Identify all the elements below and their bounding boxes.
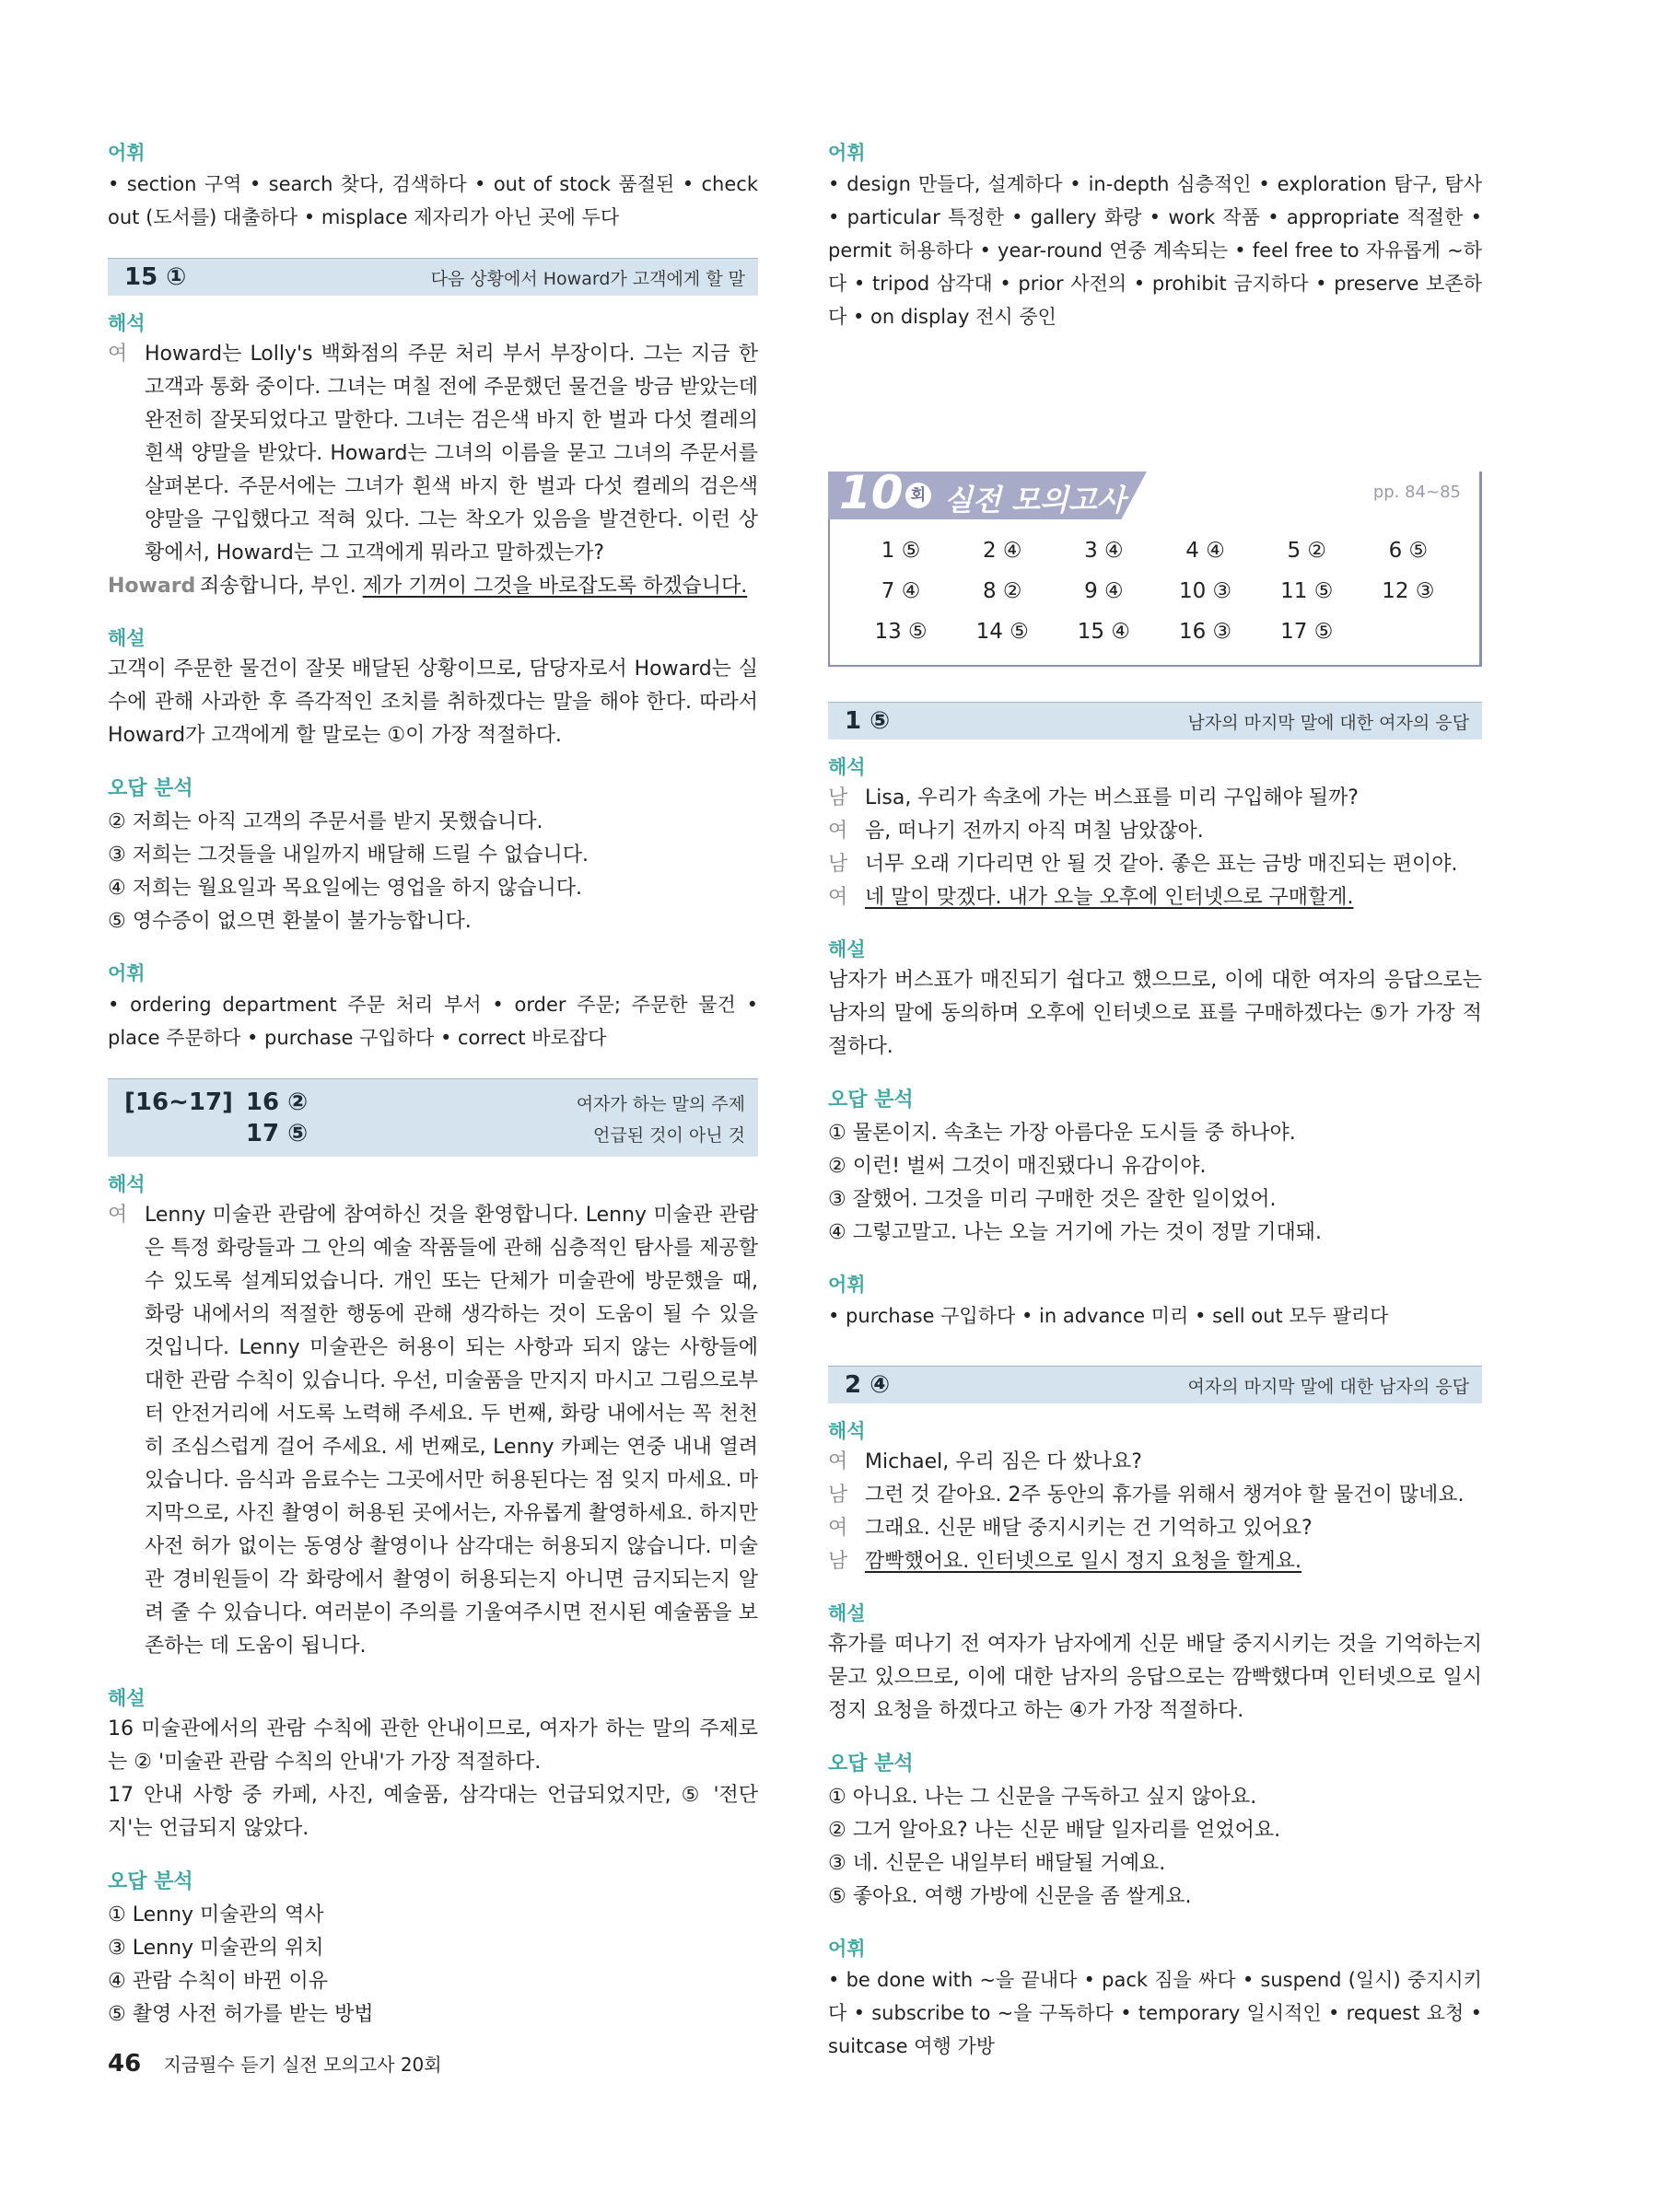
answer-item: 14 ⑤ <box>975 620 1029 644</box>
wrong-answer-item: ① 물론이지. 속초는 가장 아름다운 도시들 중 하나야. <box>828 1122 1296 1145</box>
speaker-label: 여 <box>828 886 848 909</box>
wrong-answer-item: ⑤ 촬영 사전 허가를 받는 방법 <box>108 2003 374 2026</box>
speaker-label: Howard <box>108 575 196 598</box>
page-footer <box>108 2050 442 2078</box>
q2-wrong-answers <box>828 1748 1482 1914</box>
q2-translation <box>828 1416 1482 1578</box>
vocab-section-top-left <box>108 138 758 234</box>
question-range: [16~17] <box>124 1089 233 1116</box>
haeseol-label: 해설 <box>828 1602 866 1624</box>
explanation-text: 16 미술관에서의 관람 수칙에 관한 안내이므로, 여자가 하는 말의 주제로는 ② '미술관 관람 수칙의 안내'가 가장 적절하다. <box>108 1717 758 1774</box>
explanation-text: 고객이 주문한 물건이 잘못 배달된 상황이므로, 담당자로서 Howard는 실수에 관해 사과한 후 즉각적인 조치를 취하겠다는 말을 해야 한다. 따라서 Howard가 고객에게 할 말로는 ①이 가장 적절하다. <box>108 658 758 747</box>
dialogue-line <box>828 1479 1482 1512</box>
vocab-label: 어휘 <box>108 142 146 164</box>
answer-item: 12 ③ <box>1382 579 1435 603</box>
dialogue-line <box>828 1545 1482 1578</box>
question-number: 17 ⑤ <box>245 1120 309 1147</box>
question-topic: 남자의 마지막 말에 대한 여자의 응답 <box>1187 712 1469 733</box>
question-number: 16 ② <box>245 1089 309 1116</box>
question-15-header <box>108 258 758 296</box>
answer-item: 17 ⑤ <box>1280 620 1334 644</box>
q15-translation <box>108 309 758 603</box>
answer-item: 13 ⑤ <box>874 620 928 644</box>
passage-text: Howard는 Lolly's 백화점의 주문 처리 부서 부장이다. 그는 지금 한 고객과 통화 중이다. 그녀는 며칠 전에 주문했던 물건을 방금 받았는데 완전히 잘못되었다고 말한다. 그녀는 검은색 바지 한 벌과 다섯 켤레의 흰색 양말을 받았다. Howard는 그녀의 이름을 묻고 그녀의 주문서를 살펴본다. 주문서에는 그녀가 흰색 바지 한 벌과 다섯 켤레의 검은색 양말을 구입했다고 적혀 있다. 그는 착오가 있음을 발견한다. 이런 상황에서, Howard는 그 고객에게 뭐라고 말하겠는가? <box>145 343 758 565</box>
q1-vocab <box>828 1270 1482 1333</box>
q1-translation <box>828 752 1482 914</box>
answer-key-title: 실전 모의고사 <box>944 483 1126 518</box>
answer-item: 7 ④ <box>881 579 921 603</box>
passage-text: Lenny 미술관 관람에 참여하신 것을 환영합니다. Lenny 미술관 관람은 특정 화랑들과 그 안의 예술 작품들에 관해 심층적인 탐사를 제공할 수 있도록 설계되었습니다. 개인 또는 단체가 미술관에 방문했을 때, 화랑 내에서의 적절한 행동에 관해 생각하는 것이 도움이 될 수 있을 것입니다. Lenny 미술관은 허용이 되는 사항과 되지 않는 사항들에 대한 관람 수칙이 있습니다. 우선, 미술품을 만지지 마시고 그림으로부터 안전거리에 서도록 노력해 주세요. 두 번째, 화랑 내에서는 꼭 천천히 조심스럽게 걸어 주세요. 세 번째로, Lenny 카페는 연중 내내 열려 있습니다. 음식과 음료수는 그곳에서만 허용된다는 점 잊지 마세요. 마지막으로, 사진 촬영이 허용된 곳에서는, 자유롭게 촬영하세요. 하지만 사전 허가 없이는 동영상 촬영이나 삼각대는 허용되지 않습니다. 미술관 경비원들이 각 화랑에서 촬영이 허용되는지 아니면 금지되는지 알려 줄 수 있습니다. 여러분이 주의를 기울여주시면 전시된 예술품을 보존하는 데 도움이 됩니다. <box>145 1204 758 1658</box>
wrong-answer-item: ② 이런! 벌써 그것이 매진됐다니 유감이야. <box>828 1155 1207 1178</box>
q15-wrong-answers <box>108 773 758 938</box>
dialogue-text: Michael, 우리 짐은 다 쌌나요? <box>865 1450 1142 1473</box>
dialogue-line <box>828 848 1482 881</box>
speaker-label: 남 <box>828 786 848 809</box>
q16-explanation <box>108 1683 758 1845</box>
speaker-label: 남 <box>828 1484 848 1507</box>
vocab-section-top-right <box>828 138 1482 333</box>
answer-item: 10 ③ <box>1178 579 1232 603</box>
odap-label: 오답 분석 <box>828 1089 914 1112</box>
wrong-answer-item: ③ 네. 신문은 내일부터 배달될 거예요. <box>828 1852 1166 1875</box>
question-number: 2 ④ <box>845 1371 891 1399</box>
vocab-text: • be done with ~을 끝내다 • pack 짐을 싸다 • suspend (일시) 중지시키다 • subscribe to ~을 구독하다 • temporary 일시적인 • request 요청 • suitcase 여행 가방 <box>828 1969 1482 2057</box>
dialogue-text: 그런 것 같아요. 2주 동안의 휴가를 위해서 챙겨야 할 물건이 많네요. <box>865 1484 1465 1507</box>
question-topic: 여자의 마지막 말에 대한 남자의 응답 <box>1187 1376 1469 1397</box>
haeseok-label: 해석 <box>108 312 146 334</box>
question-topic: 언급된 것이 아닌 것 <box>593 1124 745 1146</box>
passage-line <box>108 1199 758 1663</box>
wrong-answer-item: ② 저희는 아직 고객의 주문서를 받지 못했습니다. <box>108 810 543 833</box>
dialogue-line <box>828 881 1482 914</box>
wrong-answer-item: ③ 저희는 그것들을 내일까지 배달해 드릴 수 없습니다. <box>108 844 589 867</box>
vocab-text: • ordering department 주문 처리 부서 • order 주문; 주문한 물건 • place 주문하다 • purchase 구입하다 • correct 바로잡다 <box>108 994 758 1049</box>
dialogue-line <box>828 815 1482 848</box>
q16-wrong-answers <box>108 1866 758 2032</box>
wrong-answer-item: ④ 그렇고말고. 나는 오늘 거기에 가는 것이 정말 기대돼. <box>828 1221 1322 1244</box>
page-range: pp. 84~85 <box>1372 483 1461 502</box>
speaker-label: 여 <box>828 1450 848 1473</box>
page-number: 46 <box>108 2050 142 2078</box>
haeseok-label: 해석 <box>108 1173 146 1195</box>
answer-item: 9 ④ <box>1084 579 1124 603</box>
dialogue-text: Lisa, 우리가 속초에 가는 버스표를 미리 구입해야 될까? <box>865 786 1359 809</box>
vocab-label: 어휘 <box>828 1938 866 1960</box>
vocab-text: • section 구역 • search 찾다, 검색하다 • out of stock 품절된 • check out (도서를) 대출하다 • misplace 제자리가 아닌 곳에 두다 <box>108 173 758 228</box>
question-number: 15 ① <box>124 263 187 291</box>
wrong-answer-item: ② 그거 알아요? 나는 신문 배달 일자리를 얻었어요. <box>828 1819 1281 1842</box>
wrong-answer-item: ④ 관람 수칙이 바뀐 이유 <box>108 1970 328 1993</box>
left-column <box>108 138 758 2032</box>
vocab-text: • design 만들다, 설계하다 • in-depth 심층적인 • exploration 탐구, 탐사 • particular 특정한 • gallery 화랑 • work 작품 • appropriate 적절한 • permit 허용하다 • year-round 연중 계속되는 • feel free to 자유롭게 ~하다 • tripod 삼각대 • prior 사전의 • prohibit 금지하다 • preserve 보존하다 • on display 전시 중인 <box>828 173 1482 328</box>
answer-line <box>108 570 758 603</box>
answer-item: 5 ② <box>1287 539 1327 563</box>
question-16-17-header <box>108 1078 758 1157</box>
answer-item: 16 ③ <box>1178 620 1232 644</box>
wrong-answer-item: ⑤ 영수증이 없으면 환불이 불가능합니다. <box>108 910 472 933</box>
answer-item: 11 ⑤ <box>1280 579 1334 603</box>
dialogue-line <box>828 1446 1482 1479</box>
wrong-answer-item: ① Lenny 미술관의 역사 <box>108 1903 324 1927</box>
odap-label: 오답 분석 <box>108 777 193 800</box>
odap-label: 오답 분석 <box>108 1870 193 1893</box>
question-number: 1 ⑤ <box>845 707 891 735</box>
answer-item: 8 ② <box>982 579 1022 603</box>
speaker-label: 여 <box>108 343 128 366</box>
answer-item: 15 ④ <box>1077 620 1130 644</box>
answer-item: 1 ⑤ <box>881 539 921 563</box>
answer-key-box <box>828 466 1482 667</box>
speaker-label: 여 <box>828 1517 848 1540</box>
answer-item: 2 ④ <box>982 539 1022 563</box>
wrong-answer-item: ④ 저희는 월요일과 목요일에는 영업을 하지 않습니다. <box>108 877 582 900</box>
haeseol-label: 해설 <box>828 938 866 960</box>
speaker-label: 여 <box>828 820 848 843</box>
answer-underlined: 제가 기꺼이 그것을 바로잡도록 하겠습니다. <box>362 575 748 598</box>
dialogue-text: 그래요. 신문 배달 중지시키는 건 기억하고 있어요? <box>865 1517 1313 1540</box>
explanation-text: 17 안내 사항 중 카페, 사진, 예술품, 삼각대는 언급되었지만, ⑤ '전단지'는 언급되지 않았다. <box>108 1784 759 1840</box>
q15-vocab <box>108 959 758 1054</box>
round-number: 10 <box>839 466 904 519</box>
answer-item: 6 ⑤ <box>1388 539 1429 563</box>
q16-translation <box>108 1170 758 1663</box>
speaker-label: 여 <box>108 1204 128 1227</box>
vocab-label: 어휘 <box>108 962 146 984</box>
q15-explanation <box>108 623 758 752</box>
answer-key-header <box>830 466 1479 519</box>
q1-explanation <box>828 935 1482 1064</box>
q2-explanation <box>828 1599 1482 1728</box>
answer-prefix: 죄송합니다, 부인. <box>200 575 363 598</box>
explanation-text: 휴가를 떠나기 전 여자가 남자에게 신문 배달 중지시키는 것을 기억하는지 묻고 있으므로, 이에 대한 남자의 응답으로는 깜빡했다며 인터넷으로 일시 정지 요청을 하겠다고 하는 ④가 가장 적절하다. <box>828 1633 1482 1722</box>
book-title: 지금필수 듣기 실전 모의고사 20회 <box>163 2054 442 2076</box>
wrong-answer-item: ① 아니요. 나는 그 신문을 구독하고 싶지 않아요. <box>828 1786 1257 1809</box>
dialogue-line <box>828 782 1482 815</box>
wrong-answer-item: ③ 잘했어. 그것을 미리 구매한 것은 잘한 일이었어. <box>828 1188 1277 1211</box>
q2-vocab <box>828 1934 1482 2063</box>
question-1-header <box>828 702 1482 739</box>
answer-item: 3 ④ <box>1084 539 1124 563</box>
dialogue-line <box>828 1512 1482 1545</box>
wrong-answer-item: ⑤ 좋아요. 여행 가방에 신문을 좀 쌀게요. <box>828 1885 1192 1908</box>
dialogue-text-answer: 네 말이 맞겠다. 내가 오늘 오후에 인터넷으로 구매할게. <box>865 886 1354 909</box>
haeseok-label: 해석 <box>828 756 866 778</box>
odap-label: 오답 분석 <box>828 1752 914 1775</box>
q1-wrong-answers <box>828 1084 1482 1250</box>
round-badge: 회 <box>905 483 931 508</box>
passage-line <box>108 338 758 570</box>
vocab-label: 어휘 <box>828 142 866 164</box>
dialogue-text: 음, 떠나기 전까지 아직 며칠 남았잖아. <box>865 820 1204 843</box>
question-topic: 여자가 하는 말의 주제 <box>576 1093 745 1114</box>
explanation-text: 남자가 버스표가 매진되기 쉽다고 했으므로, 이에 대한 여자의 응답으로는 남자의 말에 동의하며 오후에 인터넷으로 표를 구매하겠다는 ⑤가 가장 적절하다. <box>828 969 1482 1058</box>
vocab-text: • purchase 구입하다 • in advance 미리 • sell out 모두 팔리다 <box>828 1305 1389 1327</box>
question-2-header <box>828 1366 1482 1403</box>
right-column <box>828 138 1482 2063</box>
dialogue-text-answer: 깜빡했어요. 인터넷으로 일시 정지 요청을 할게요. <box>865 1550 1301 1573</box>
speaker-label: 남 <box>828 1550 848 1573</box>
haeseok-label: 해석 <box>828 1420 866 1442</box>
wrong-answer-item: ③ Lenny 미술관의 위치 <box>108 1937 324 1960</box>
haeseol-label: 해설 <box>108 627 146 649</box>
vocab-label: 어휘 <box>828 1274 866 1296</box>
question-topic: 다음 상황에서 Howard가 고객에게 할 말 <box>430 268 745 289</box>
haeseol-label: 해설 <box>108 1687 146 1709</box>
dialogue-text: 너무 오래 기다리면 안 될 것 같아. 좋은 표는 금방 매진되는 편이야. <box>865 853 1458 876</box>
answer-grid <box>830 519 1479 648</box>
answer-item: 4 ④ <box>1185 539 1225 563</box>
speaker-label: 남 <box>828 853 848 876</box>
